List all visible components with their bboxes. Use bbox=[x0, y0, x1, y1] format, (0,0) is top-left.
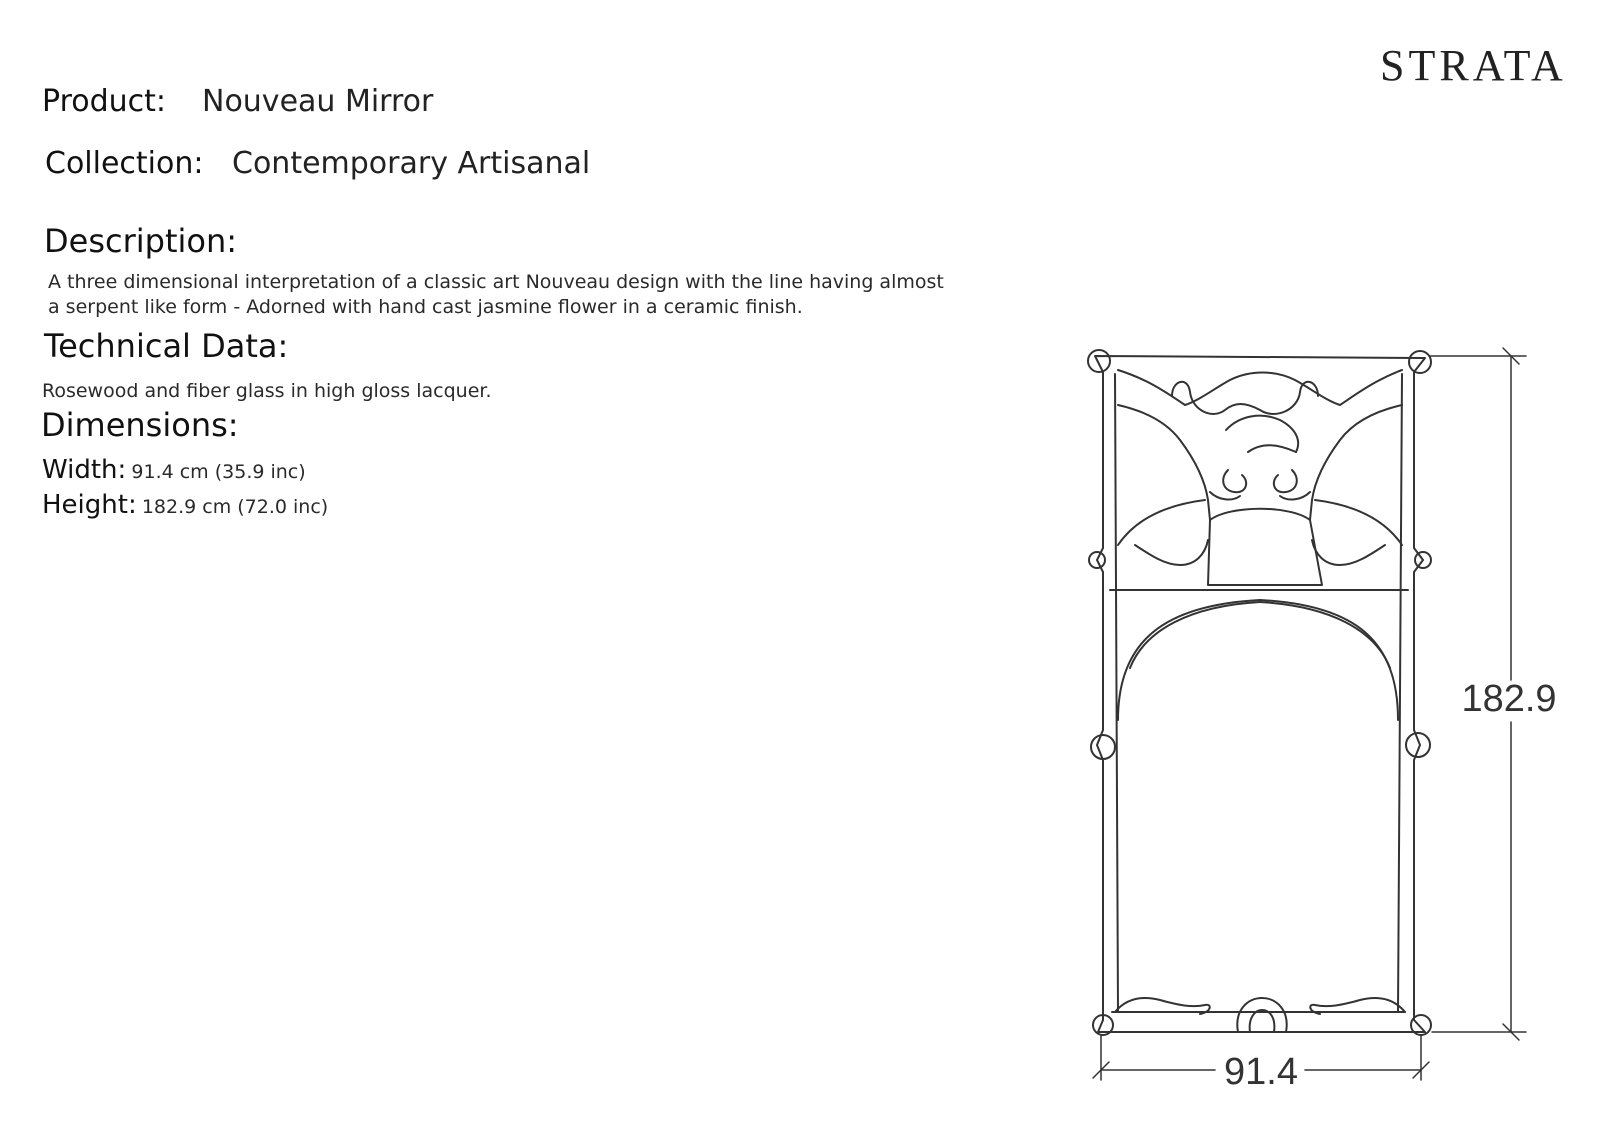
height-annotation: 182.9 bbox=[1461, 678, 1557, 720]
width-value: 91.4 cm (35.9 inc) bbox=[131, 461, 306, 483]
technical-heading: Technical Data: bbox=[44, 327, 289, 365]
width-label: Width: bbox=[42, 455, 127, 485]
mirror-arch bbox=[1118, 600, 1398, 720]
brand-logo: STRATA bbox=[1380, 41, 1567, 90]
product-label: Product: bbox=[42, 84, 167, 119]
nouveau-crest-ornament bbox=[1118, 370, 1402, 585]
description-line-1: A three dimensional interpretation of a classic art Nouveau design with the line having almost bbox=[48, 271, 944, 293]
product-name: Nouveau Mirror bbox=[202, 84, 434, 119]
technical-text: Rosewood and fiber glass in high gloss lacquer. bbox=[42, 380, 492, 402]
collection-name: Contemporary Artisanal bbox=[232, 146, 591, 181]
width-annotation: 91.4 bbox=[1224, 1051, 1298, 1093]
bottom-ornament bbox=[1115, 998, 1405, 1032]
description-line-2: a serpent like form - Adorned with hand cast jasmine flower in a ceramic finish. bbox=[48, 296, 803, 318]
mirror-outer-frame bbox=[1095, 356, 1425, 1032]
collection-label: Collection: bbox=[45, 146, 204, 181]
height-value: 182.9 cm (72.0 inc) bbox=[141, 496, 329, 518]
frame-knobs bbox=[1088, 350, 1431, 1035]
mirror-inner-frame bbox=[1110, 374, 1408, 1012]
description-heading: Description: bbox=[44, 222, 238, 260]
dimensions-heading: Dimensions: bbox=[41, 406, 239, 444]
height-label: Height: bbox=[42, 490, 137, 520]
